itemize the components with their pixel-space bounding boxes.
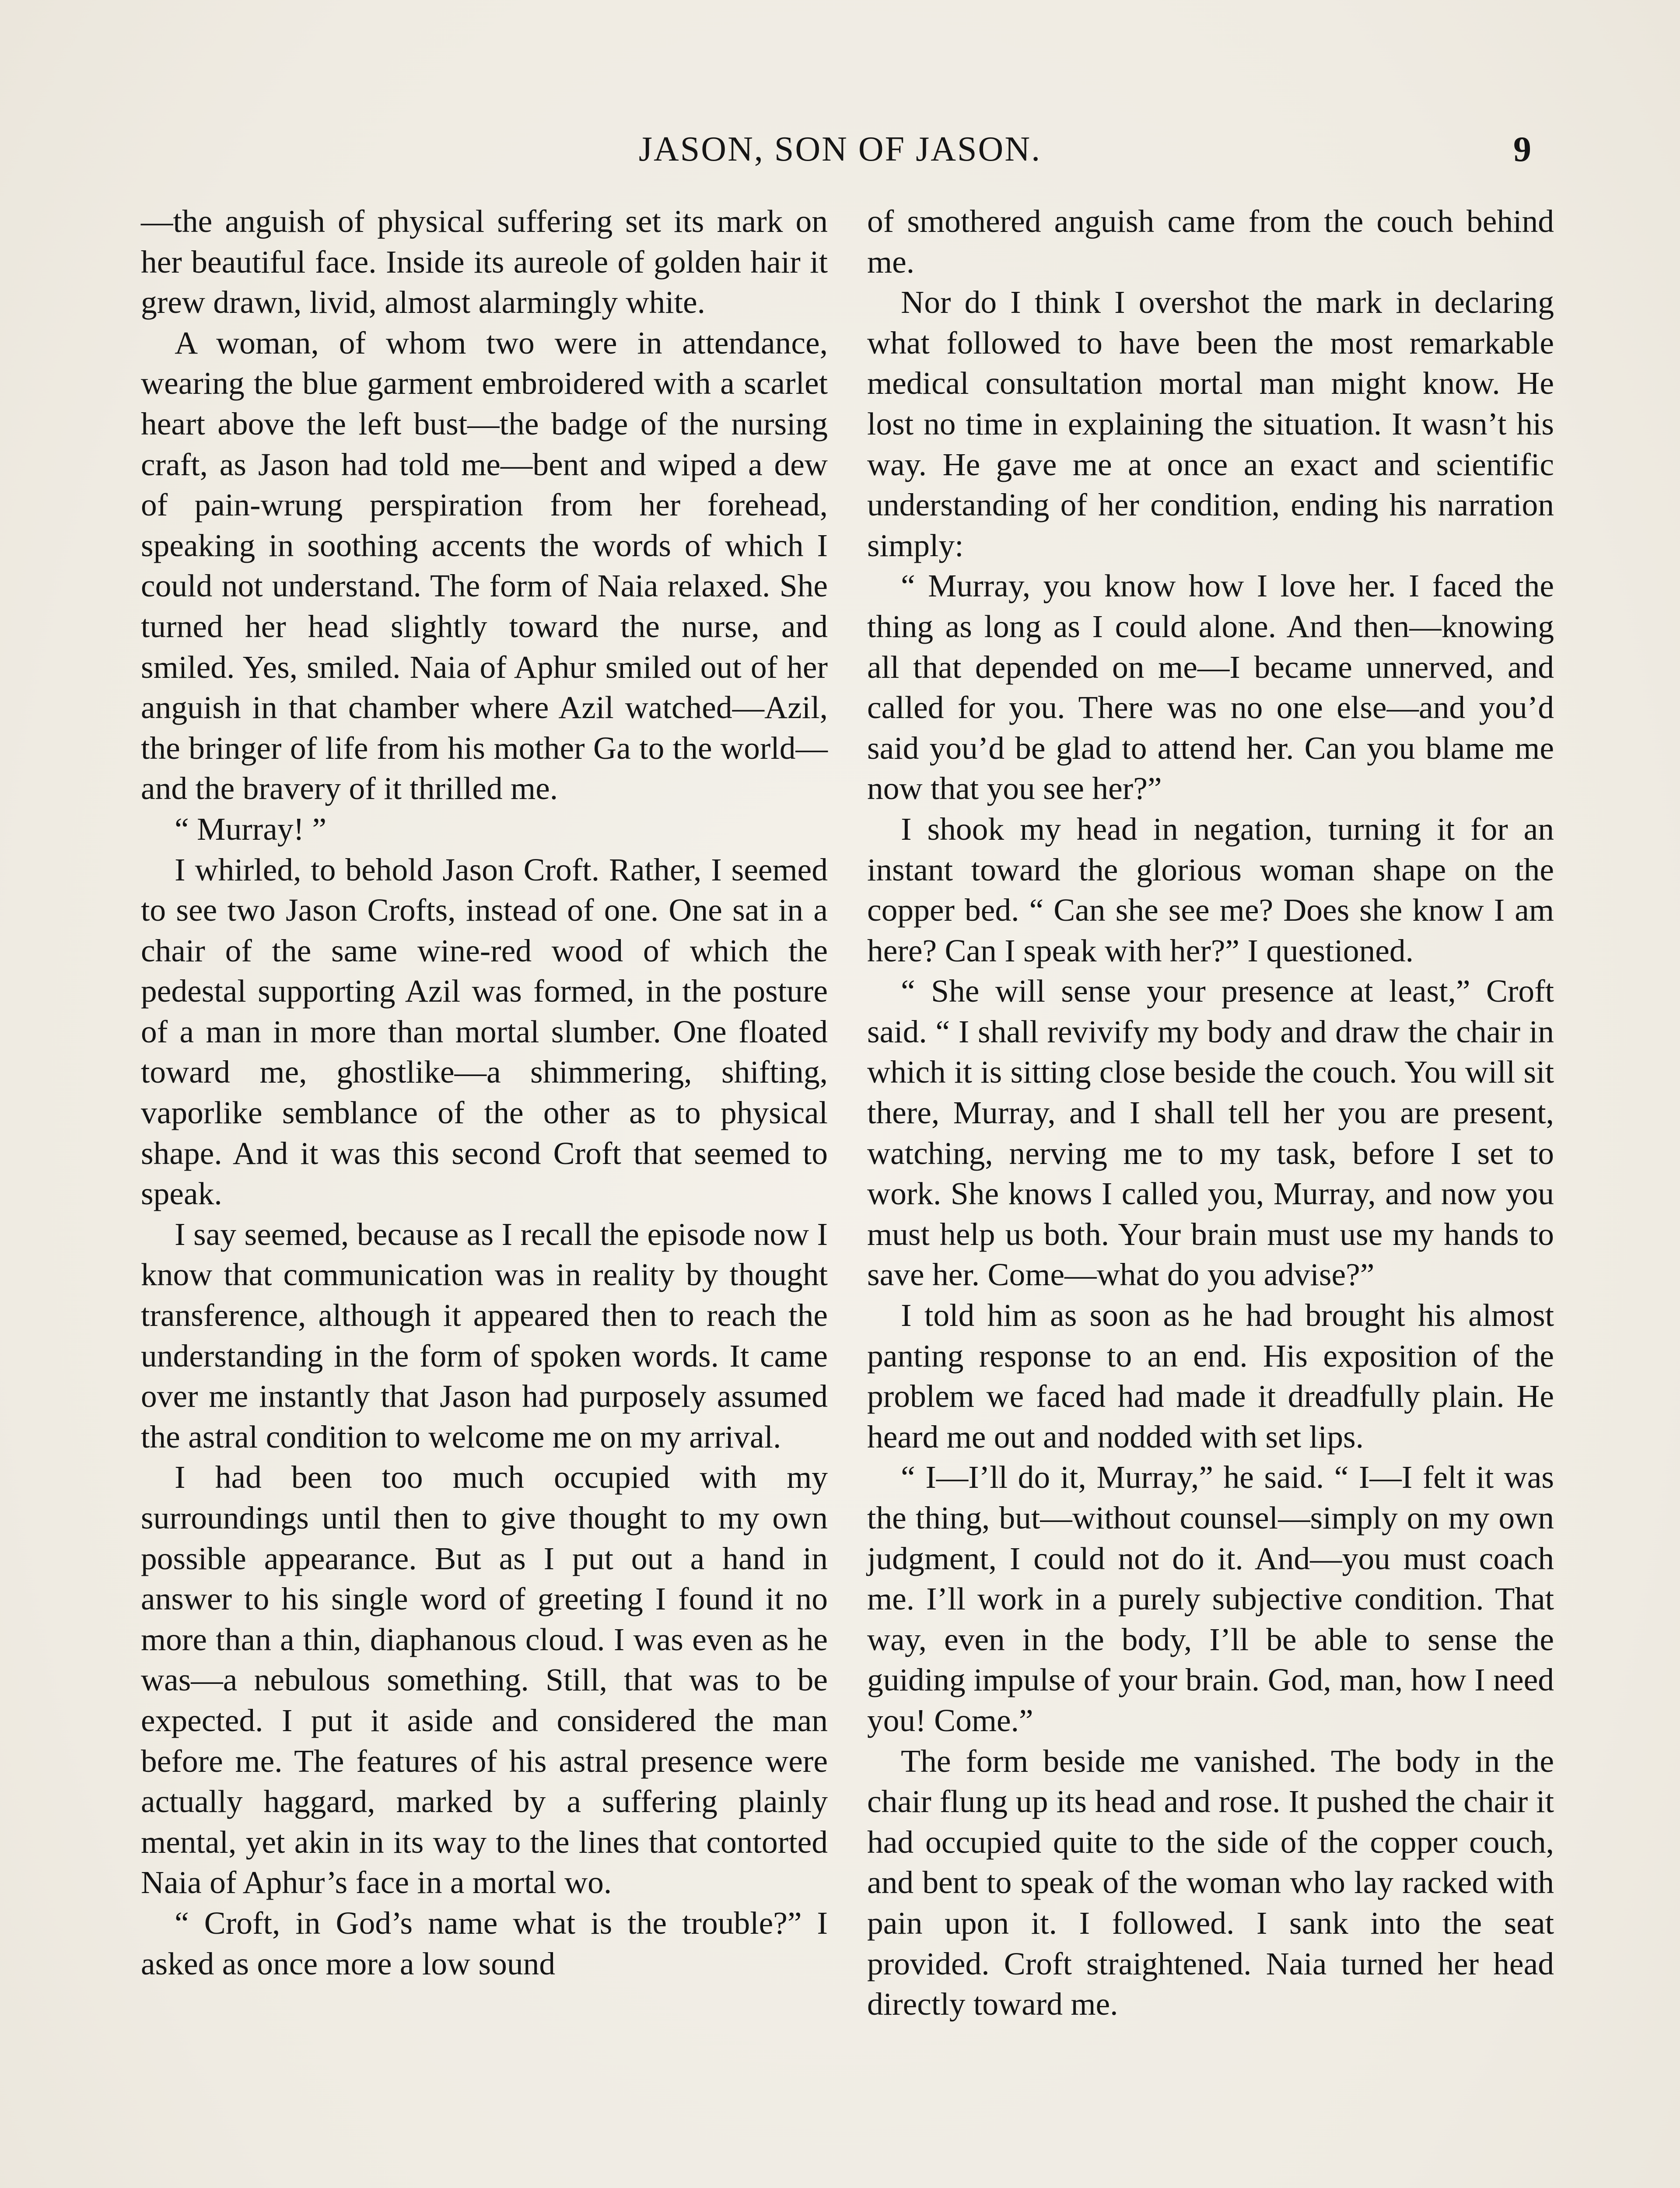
paragraph: Nor do I think I overshot the mark in declaring what followed to have been the most remarkable medical consultation mortal man might know. He lost no time in explaining the situation. It wasn’t his way. He gave me at once an exact and scientific understanding of her condition, ending his narration simply: bbox=[867, 284, 1554, 563]
paragraph: I whirled, to behold Jason Croft. Rather, I seemed to see two Jason Crofts, instead of one. One sat in a chair of the same wine-red wood of which the pedestal supporting Azil was formed, in the posture of a man in more than mortal slumber. One floated toward me, ghostlike—a shimmering, shifting, vaporlike semblance of the other as to physical shape. And it was this second Croft that seemed to speak. bbox=[141, 852, 828, 1212]
paragraph: I say seemed, because as I recall the episode now I know that communication was in reality by thought transference, although it appeared then to reach the understanding in the form of spoken words. It came over me instantly that Jason had purposely assumed the astral condition to welcome me on my arrival. bbox=[141, 1216, 828, 1455]
paragraph: “ She will sense your presence at least,” Croft said. “ I shall revivify my body and draw the chair in which it is sitting close beside the couch. You will sit there, Murray, and I shall tell her you are present, watching, nerving me to my task, before I set to work. She knows I called you, Murray, and now you must help us both. Your brain must use my hands to save her. Come—what do you advise?” bbox=[867, 973, 1554, 1293]
page-number: 9 bbox=[1513, 129, 1531, 169]
paragraph: “ Croft, in God’s name what is the trouble?” I asked as once more a low sound bbox=[141, 1905, 828, 1981]
paragraph: “ Murray! ” bbox=[175, 811, 327, 847]
right-column bbox=[867, 201, 1554, 2025]
paragraph: I shook my head in negation, turning it for an instant toward the glorious woman shape on the copper bed. “ Can she see me? Does she know I am here? Can I speak with her?” I questioned. bbox=[867, 811, 1554, 968]
paragraph: The form beside me vanished. The body in the chair flung up its head and rose. It pushed the chair it had occupied quite to the side of the copper couch, and bent to speak of the woman who lay racked with pain upon it. I followed. I sank into the seat provided. Croft straightened. Naia turned her head directly toward me. bbox=[867, 1743, 1554, 2022]
running-title: JASON, SON OF JASON. bbox=[638, 130, 1042, 168]
running-head bbox=[0, 125, 1680, 178]
paragraph: A woman, of whom two were in attendance, wearing the blue garment embroidered with a scarlet heart above the left bust—the badge of the nursing craft, as Jason had told me—bent and wiped a dew of pain-wrung perspiration from her forehead, speaking in soothing accents the words of which I could not understand. The form of Naia relaxed. She turned her head slightly toward the nurse, and smiled. Yes, smiled. Naia of Aphur smiled out of her anguish in that chamber where Azil watched—Azil, the bringer of life from his mother Ga to the world—and the bravery of it thrilled me. bbox=[141, 325, 828, 806]
paragraph: I had been too much occupied with my surroundings until then to give thought to my own possible appearance. But as I put out a hand in answer to his single word of greeting I found it no more than a thin, diaphanous cloud. I was even as he was—a nebulous something. Still, that was to be expected. I put it aside and considered the man before me. The features of his astral presence were actually haggard, marked by a suffering plainly mental, yet akin in its way to the lines that contorted Naia of Aphur’s face in a mortal wo. bbox=[141, 1459, 828, 1900]
left-column bbox=[141, 201, 828, 1984]
paragraph: “ Murray, you know how I love her. I faced the thing as long as I could alone. And then—knowing all that depended on me—I became unnerved, and called for you. There was no one else—and you’d said you’d be glad to attend her. Can you blame me now that you see her?” bbox=[867, 568, 1554, 806]
paragraph: I told him as soon as he had brought his almost panting response to an end. His exposition of the problem we faced had made it dreadfully plain. He heard me out and nodded with set lips. bbox=[867, 1297, 1554, 1455]
paragraph: of smothered anguish came from the couch behind me. bbox=[867, 203, 1554, 280]
paragraph: —the anguish of physical suffering set its mark on her beautiful face. Inside its aureole of golden hair it grew drawn, livid, almost alarmingly white. bbox=[141, 203, 828, 320]
paragraph: “ I—I’ll do it, Murray,” he said. “ I—I felt it was the thing, but—without counsel—simply on my own judgment, I could not do it. And—you must coach me. I’ll work in a purely subjective condition. That way, even in the body, I’ll be able to sense the guiding impulse of your brain. God, man, how I need you! Come.” bbox=[867, 1459, 1554, 1738]
